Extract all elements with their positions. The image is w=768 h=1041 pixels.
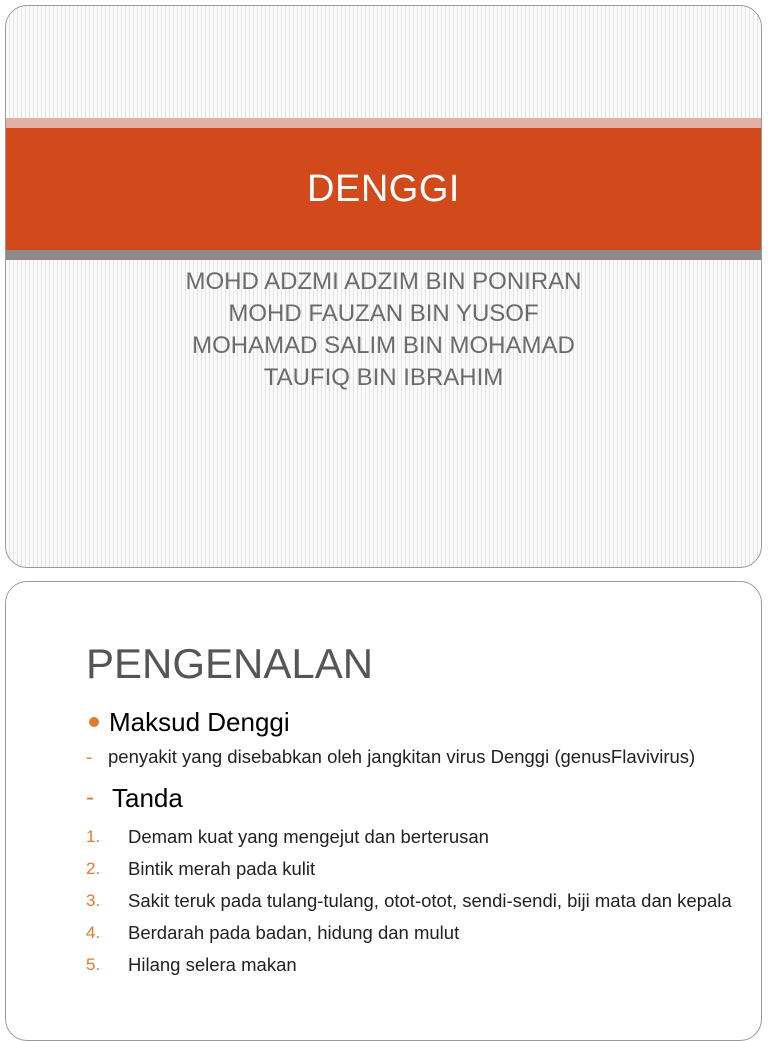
slide-content — [86, 704, 736, 984]
signs-heading: Tanda — [112, 782, 183, 813]
title-band-top-stripe — [6, 118, 761, 128]
content-slide — [5, 581, 762, 1041]
list-text: Demam kuat yang mengejut dan berterusan — [128, 826, 489, 847]
dash-marker: - — [86, 784, 94, 811]
list-item — [86, 952, 736, 978]
definition-item — [86, 744, 736, 770]
list-text: Sakit teruk pada tulang-tulang, otot-otot, sendi-sendi, biji mata dan kepala — [128, 890, 732, 911]
list-number: 3. — [86, 891, 101, 910]
slide-title: DENGGI — [307, 168, 460, 210]
author-name: MOHAMAD SALIM BIN MOHAMAD — [192, 332, 575, 359]
author-list — [6, 266, 761, 394]
author-name: MOHD ADZMI ADZIM BIN PONIRAN — [185, 268, 582, 295]
list-item — [86, 856, 736, 882]
slide-heading: PENGENALAN — [86, 640, 374, 687]
list-item — [86, 824, 736, 850]
author-name: TAUFIQ BIN IBRAHIM — [263, 364, 504, 391]
dash-marker: - — [86, 747, 92, 767]
bullet-text: Maksud Denggi — [109, 706, 290, 737]
list-number: 4. — [86, 923, 101, 942]
definition-text: penyakit yang disebabkan oleh jangkitan virus Denggi (genusFlavivirus) — [108, 746, 696, 767]
bullet-dot-icon — [89, 717, 99, 727]
list-text: Hilang selera makan — [128, 954, 297, 975]
list-item — [86, 920, 736, 946]
signs-heading-item — [86, 778, 736, 818]
signs-list — [86, 824, 736, 978]
list-number: 5. — [86, 955, 101, 974]
title-band-bottom-stripe — [6, 250, 761, 260]
bullet-item — [86, 704, 736, 740]
title-slide — [5, 5, 762, 568]
list-number: 1. — [86, 827, 101, 846]
list-text: Bintik merah pada kulit — [128, 858, 316, 879]
list-text: Berdarah pada badan, hidung dan mulut — [128, 922, 460, 943]
list-item — [86, 888, 736, 914]
list-number: 2. — [86, 859, 101, 878]
author-name: MOHD FAUZAN BIN YUSOF — [228, 300, 539, 327]
